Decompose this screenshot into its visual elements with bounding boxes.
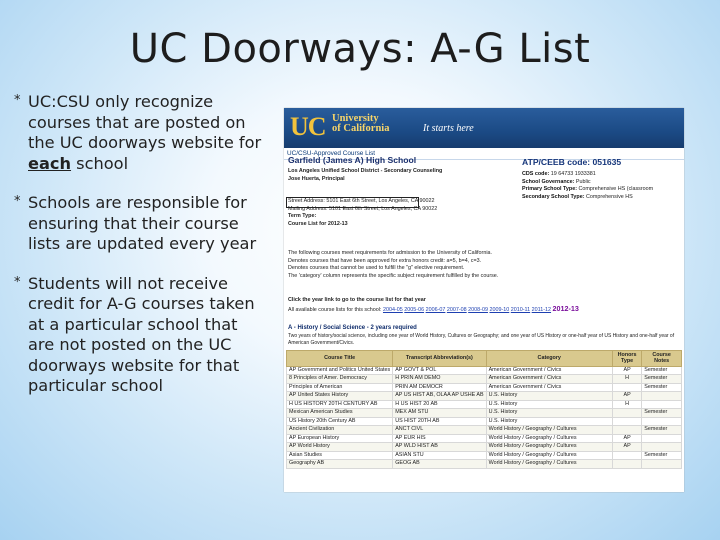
table-cell: ASIAN STU [393,451,486,460]
subject-heading: A - History / Social Science - 2 years required [288,325,417,331]
table-row [287,417,682,426]
school-details [288,168,442,183]
table-cell: AP WLD HIST AB [393,443,486,452]
year-link[interactable]: 2005-06 [404,306,425,313]
year-label: All available course lists for this school: [288,306,382,313]
table-row [287,392,682,401]
note: The following courses meet requirements for admission to the University of California. [288,250,493,256]
year-link[interactable]: 2007-08 [446,306,467,313]
school-name: Garfield (James A) High School [288,155,417,165]
slide-title: UC Doorways: A-G List [129,26,591,72]
table-cell: AP US HIST AB, OLAA AP USHE AB [393,392,486,401]
bullet-emphasis: each [28,153,72,173]
table-cell: Ancient Civilization [287,426,393,435]
breadcrumb: UC/CSU-Approved Course List [284,148,684,160]
table-cell: ANCT CIVL [393,426,486,435]
course-table [286,350,682,469]
table-cell: Semester [642,451,682,460]
table-cell: AP [612,443,641,452]
table-cell: Asian Studies [287,451,393,460]
note: Denotes courses that have been approved for extra honors credit: a=5, b=4, c=3. [288,257,482,264]
year-link[interactable]: 2009-10 [489,306,510,313]
table-row [287,400,682,409]
atp-code: ATP/CEEB code: 051635 [522,157,622,167]
col-header[interactable]: Course Notes [642,351,682,367]
table-cell: U.S. History [486,392,612,401]
subject-description: Two years of history/social science, including one year of World History, Cultures or Geography; and one year of US History or one-half year of US History and one-half year of American Government/Civics. [288,333,675,346]
current-year: 2012-13 [552,303,579,313]
university-name [332,114,389,134]
table-cell: H [612,375,641,384]
table-cell: MEX AM STU [393,409,486,418]
governance-value: Public [575,178,591,185]
table-cell: US History 20th Century AB [287,417,393,426]
table-cell [642,434,682,443]
table-cell [642,400,682,409]
year-link[interactable]: 2006-07 [425,306,446,313]
table-cell: World History / Geography / Cultures [486,443,612,452]
table-row [287,409,682,418]
table-cell: Semester [642,366,682,375]
year-link[interactable]: 2011-12 [531,306,552,313]
table-cell: H [612,400,641,409]
bullet-list [14,92,266,416]
bullet-text: Students will not receive credit for A-G courses taken at a particular school that are not posted on the UC doorways website for that particular school [28,273,255,395]
secondary-type-label: Secondary School Type: [522,193,585,200]
table-cell: World History / Geography / Cultures [486,426,612,435]
bullet-item [14,193,266,255]
table-cell: World History / Geography / Cultures [486,451,612,460]
table-cell: H US HIST 20 AB [393,400,486,409]
table-cell: U.S. History [486,417,612,426]
table-cell [612,417,641,426]
bullet-item [14,274,266,397]
note: Denotes courses that cannot be used to fulfill the "g" elective requirement. [288,265,465,272]
primary-type-value: Comprehensive HS (classroom [578,186,654,193]
table-cell: American Government / Civics [486,383,612,392]
table-cell: AP United States History [287,392,393,401]
table-cell [612,426,641,435]
uc-logo: UC [290,112,326,141]
school-codes [522,171,653,201]
table-row [287,383,682,392]
bullet-star-icon: * [14,274,21,290]
table-row [287,443,682,452]
table-row [287,460,682,469]
principal: Jose Huerta, Principal [288,175,345,182]
table-cell: AP [612,366,641,375]
note: The 'category' column represents the specific subject requirement fulfilled by the course. [288,272,499,279]
table-cell: Mexican American Studies [287,409,393,418]
table-cell: Semester [642,383,682,392]
university-line-2: of California [332,123,390,134]
table-cell: H US HISTORY 20TH CENTURY AB [287,400,393,409]
banner-tagline: It starts here [423,123,474,134]
governance-label: School Governance: [522,178,575,185]
bullet-text: UC:CSU only recognize courses that are posted on the UC doorways website for [28,92,262,152]
uc-banner [284,108,684,148]
table-cell: Semester [642,426,682,435]
year-link[interactable]: 2008-09 [468,306,488,313]
table-row [287,434,682,443]
bullet-text-end: school [71,153,129,173]
table-cell: AP Government and Politics United States [287,366,393,375]
table-row [287,375,682,384]
university-line-1: University [332,113,379,124]
table-cell: American Government / Civics [486,375,612,384]
street-address-highlight [286,197,419,208]
table-cell: U.S. History [486,400,612,409]
secondary-type-value: Comprehensive HS [586,193,633,200]
legend-notes [288,250,680,280]
year-link[interactable]: 2010-11 [510,306,531,313]
table-cell: AP European History [287,434,393,443]
table-cell: World History / Geography / Cultures [486,460,612,469]
table-row [287,426,682,435]
table-cell [612,460,641,469]
year-links [288,297,680,314]
table-cell [612,409,641,418]
cds-label: CDS code: [522,171,550,177]
course-list-screenshot [284,108,684,492]
table-cell [642,443,682,452]
table-header-row [287,351,682,367]
table-cell: Semester [642,375,682,384]
district: Los Angeles Unified School District - Secondary Counseling [288,168,443,174]
table-cell: American Government / Civics [486,366,612,375]
table-cell: PRIN AM DEMOCR [393,383,486,392]
primary-type-label: Primary School Type: [522,186,578,193]
table-cell: Semester [642,409,682,418]
table-row [287,451,682,460]
year-prompt: Click the year link to go to the course list for that year [288,297,426,303]
col-header[interactable]: Honors Type [612,351,641,367]
course-list-year: Course List for 2012-13 [288,220,348,227]
bullet-star-icon: * [14,93,21,108]
street-address: Street Address: 5101 East 6th Street, Los Angeles, CA 90022 [288,198,435,204]
table-row [287,366,682,375]
table-cell: AP [612,434,641,443]
table-cell: AP World History [287,443,393,452]
table-cell: Geography AB [287,460,393,469]
col-header[interactable]: Course Title [287,351,393,367]
table-cell: H PRIN AM DEMO [393,375,486,384]
bullet-star-icon: * [14,194,21,209]
col-header[interactable]: Transcript Abbreviation(s) [393,351,486,367]
table-cell: U.S. History [486,409,612,418]
table-cell [642,460,682,469]
table-cell: AP EUR HIS [393,434,486,443]
course-rows [287,366,682,468]
table-cell [612,451,641,460]
year-link[interactable]: 2004-05 [382,306,403,313]
mailing-address: Mailing Address: 5101 East 6th Street, Los Angeles, CA 90022 [288,205,438,212]
table-cell: Principles of American [287,383,393,392]
table-cell [642,392,682,401]
table-cell: 8 Principles of Amer. Democracy [287,375,393,384]
term-type: Term Type: [288,213,317,220]
bullet-item [14,92,266,174]
table-cell: AP [612,392,641,401]
table-cell: GEOG AB [393,460,486,469]
table-cell [642,417,682,426]
col-header[interactable]: Category [486,351,612,367]
table-cell [612,383,641,392]
bullet-text: Schools are responsible for ensuring that their course lists are updated every year [28,193,257,253]
table-cell: AP GOVT & POL [393,366,486,375]
table-cell: US HIST 20TH AB [393,417,486,426]
cds-value: 19 64733 1933381 [550,171,596,177]
table-cell: World History / Geography / Cultures [486,434,612,443]
